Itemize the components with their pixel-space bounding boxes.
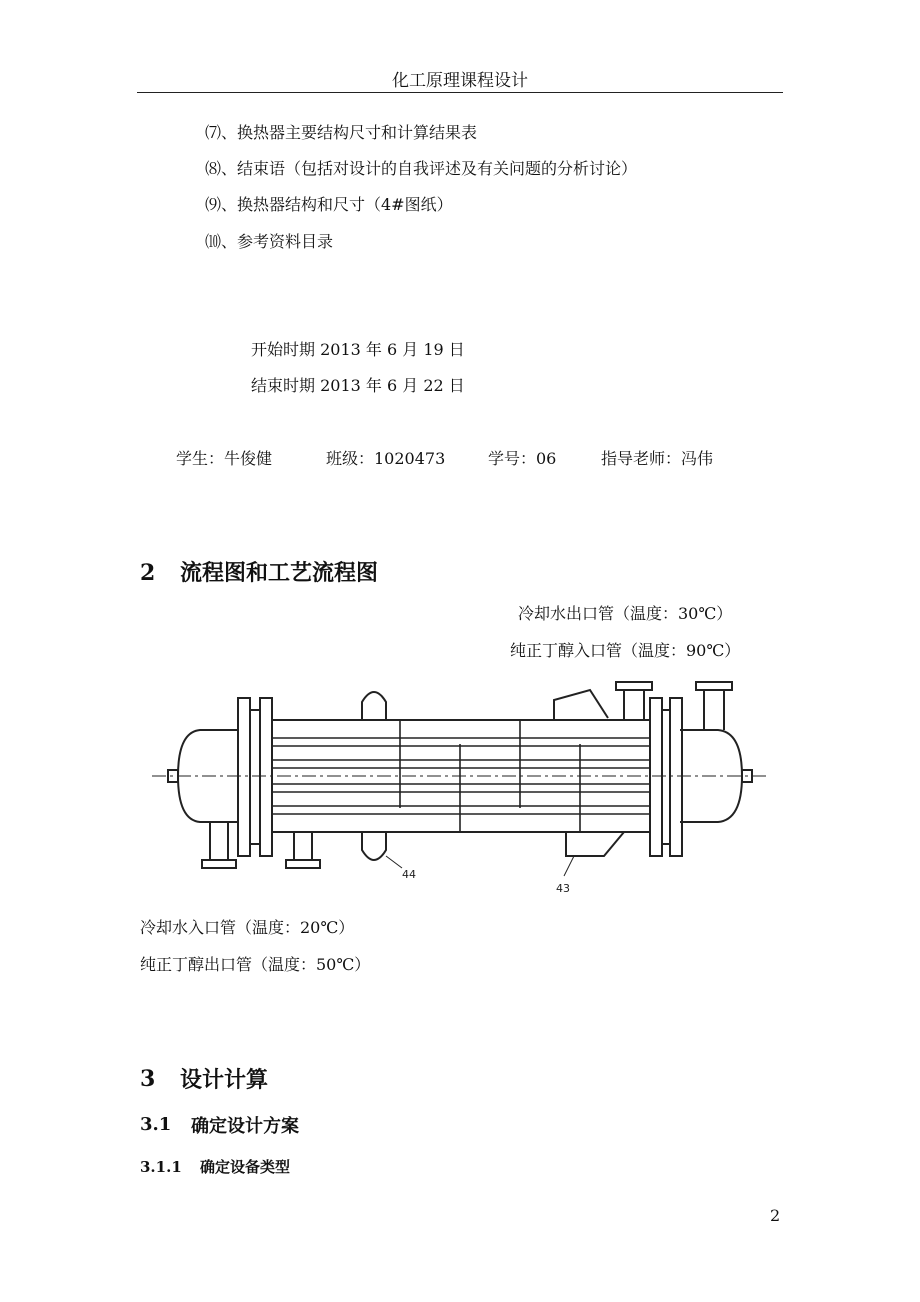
expansion-bottom bbox=[362, 832, 386, 860]
list-item-9: ⑼、换热器结构和尺寸（4#图纸） bbox=[205, 195, 453, 214]
label-cooling-water-outlet: 冷却水出口管（温度：30℃） bbox=[518, 604, 733, 623]
left-flange-1 bbox=[238, 698, 250, 856]
label-butanol-outlet: 纯正丁醇出口管（温度：50℃） bbox=[140, 955, 371, 974]
nozzle-butanol-outlet bbox=[210, 822, 228, 860]
section-3-number: 3 bbox=[140, 1066, 156, 1092]
heat-exchanger-diagram bbox=[150, 672, 770, 902]
right-flange-1 bbox=[650, 698, 662, 856]
left-tubesheet bbox=[250, 710, 260, 844]
nozzle-cooling-inlet bbox=[294, 832, 312, 860]
nozzle-butanol-inlet bbox=[704, 690, 724, 730]
label-butanol-inlet: 纯正丁醇入口管（温度：90℃） bbox=[510, 641, 741, 660]
callout-44: 44 bbox=[402, 868, 416, 881]
leader-44 bbox=[386, 856, 402, 868]
list-item-8: ⑻、结束语（包括对设计的自我评述及有关问题的分析讨论） bbox=[205, 159, 638, 178]
right-flange-2 bbox=[670, 698, 682, 856]
start-date: 开始时期 2013 年 6 月 19 日 bbox=[251, 340, 465, 359]
teacher-name: 指导老师：冯伟 bbox=[601, 449, 714, 468]
section-3-1-1-number: 3.1.1 bbox=[140, 1158, 182, 1176]
leader-43 bbox=[564, 856, 574, 876]
section-2-title: 流程图和工艺流程图 bbox=[180, 560, 379, 586]
list-item-7: ⑺、换热器主要结构尺寸和计算结果表 bbox=[205, 123, 478, 142]
saddle-bottom bbox=[566, 832, 624, 856]
running-header: 化工原理课程设计 bbox=[392, 71, 528, 91]
header-rule bbox=[137, 92, 783, 93]
right-tubesheet bbox=[662, 710, 670, 844]
section-3-1-number: 3.1 bbox=[140, 1114, 172, 1135]
section-3-1-title: 确定设计方案 bbox=[191, 1116, 299, 1137]
section-2-number: 2 bbox=[140, 560, 156, 586]
class-id: 班级：1020473 bbox=[326, 449, 446, 468]
student-name: 学生：牛俊健 bbox=[176, 449, 273, 468]
saddle-top bbox=[554, 690, 608, 720]
page-number: 2 bbox=[770, 1206, 781, 1225]
label-cooling-water-inlet: 冷却水入口管（温度：20℃） bbox=[140, 918, 355, 937]
list-item-10: ⑽、参考资料目录 bbox=[205, 232, 334, 251]
end-date: 结束时期 2013 年 6 月 22 日 bbox=[251, 376, 465, 395]
nozzle-cooling-outlet bbox=[624, 690, 644, 720]
section-3-1-1-title: 确定设备类型 bbox=[200, 1158, 291, 1176]
expansion-top bbox=[362, 692, 386, 720]
left-flange-2 bbox=[260, 698, 272, 856]
section-3-title: 设计计算 bbox=[180, 1067, 269, 1093]
callout-43: 43 bbox=[556, 882, 570, 895]
student-number: 学号：06 bbox=[488, 449, 557, 468]
